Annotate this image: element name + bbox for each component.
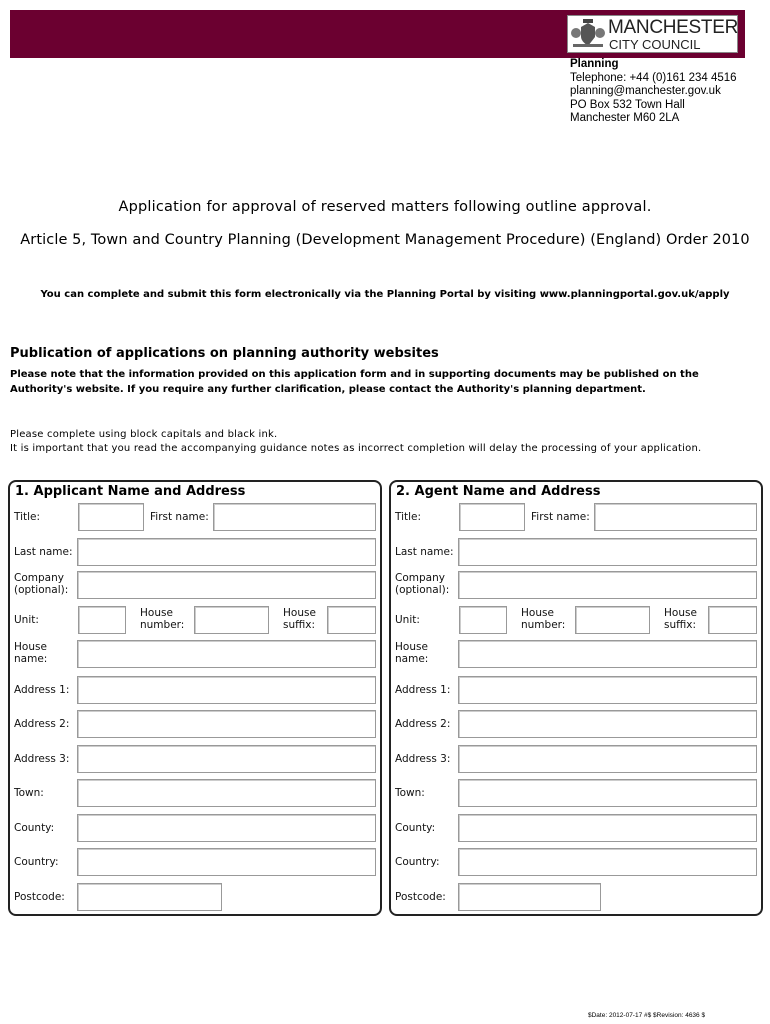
agent-county-label: County: [395,822,436,834]
agent-address3-label: Address 3: [395,753,451,765]
logo-text-manchester: MANCHESTER [608,17,739,38]
agent-town-input[interactable] [458,779,757,807]
agent-company-input[interactable] [458,571,757,599]
applicant-postcode-input[interactable] [77,883,222,911]
contact-details [570,58,737,126]
agent-house_suffix-label: House suffix: [664,607,697,631]
agent-house_name-input[interactable] [458,640,757,668]
agent-last_name-label: Last name: [395,546,454,558]
contact-telephone: Telephone: +44 (0)161 234 4516 [570,71,737,84]
revision-footer: $Date: 2012-07-17 #$ $Revision: 4636 $ [588,1012,706,1019]
coat-of-arms-icon [571,19,605,49]
applicant-unit-label: Unit: [14,614,39,626]
contact-address2: Manchester M60 2LA [570,112,680,124]
agent-address2-input[interactable] [458,710,757,738]
agent-house_number-label: House number: [521,607,566,631]
applicant-first_name-input[interactable] [213,503,376,531]
applicant-address2-input[interactable] [77,710,376,738]
applicant-house_name-input[interactable] [77,640,376,668]
agent-company-label: Company (optional): [395,572,450,596]
applicant-house_suffix-label: House suffix: [283,607,316,631]
applicant-town-label: Town: [14,787,44,799]
applicant-unit-input[interactable] [78,606,126,634]
applicant-title-input[interactable] [78,503,144,531]
applicant-county-label: County: [14,822,55,834]
applicant-address2-label: Address 2: [14,718,70,730]
publication-heading: Publication of applications on planning authority websites [10,346,439,361]
agent-postcode-label: Postcode: [395,891,446,903]
applicant-company-label: Company (optional): [14,572,69,596]
applicant-section-heading: 1. Applicant Name and Address [15,484,246,499]
applicant-house_name-label: House name: [14,641,48,665]
agent-house_name-label: House name: [395,641,429,665]
applicant-house_number-input[interactable] [194,606,269,634]
agent-postcode-input[interactable] [458,883,601,911]
instruction-line-2: It is important that you read the accompanying guidance notes as incorrect completion will delay the processing of your application. [10,442,702,454]
applicant-town-input[interactable] [77,779,376,807]
form-title: Application for approval of reserved matters following outline approval. [118,199,652,215]
applicant-postcode-label: Postcode: [14,891,65,903]
contact-dept: Planning [570,58,619,70]
agent-section-heading: 2. Agent Name and Address [396,484,601,499]
agent-title-label: Title: [395,511,422,523]
applicant-address3-input[interactable] [77,745,376,773]
instructions [10,428,701,455]
applicant-address3-label: Address 3: [14,753,70,765]
portal-note: You can complete and submit this form electronically via the Planning Portal by visiting www.planningportal.gov.uk/apply [40,289,730,300]
agent-first_name-input[interactable] [594,503,757,531]
council-logo [567,15,738,53]
agent-county-input[interactable] [458,814,757,842]
applicant-country-label: Country: [14,856,59,868]
agent-country-input[interactable] [458,848,757,876]
logo-text-city-council: CITY COUNCIL [609,37,701,52]
instruction-line-1: Please complete using block capitals and black ink. [10,429,278,440]
applicant-title-label: Title: [14,511,41,523]
contact-email: planning@manchester.gov.uk [570,85,721,97]
applicant-county-input[interactable] [77,814,376,842]
agent-country-label: Country: [395,856,440,868]
applicant-last_name-label: Last name: [14,546,73,558]
applicant-country-input[interactable] [77,848,376,876]
applicant-house_number-label: House number: [140,607,185,631]
agent-unit-label: Unit: [395,614,420,626]
agent-address1-input[interactable] [458,676,757,704]
agent-section [389,480,763,916]
form-subtitle: Article 5, Town and Country Planning (Development Management Procedure) (England) Order 2010 [20,232,750,248]
agent-town-label: Town: [395,787,425,799]
applicant-last_name-input[interactable] [77,538,376,566]
applicant-first_name-label: First name: [150,511,209,523]
contact-address1: PO Box 532 Town Hall [570,98,685,111]
agent-address1-label: Address 1: [395,684,451,696]
applicant-address1-input[interactable] [77,676,376,704]
publication-text: Please note that the information provided on this application form and in supporting documents may be published on the Authority's website. If you require any further clarification, please contact the Authority's planning department. [10,369,699,395]
agent-first_name-label: First name: [531,511,590,523]
applicant-section [8,480,382,916]
agent-address2-label: Address 2: [395,718,451,730]
agent-house_number-input[interactable] [575,606,650,634]
agent-address3-input[interactable] [458,745,757,773]
applicant-company-input[interactable] [77,571,376,599]
agent-house_suffix-input[interactable] [708,606,757,634]
agent-title-input[interactable] [459,503,525,531]
applicant-address1-label: Address 1: [14,684,70,696]
agent-last_name-input[interactable] [458,538,757,566]
applicant-house_suffix-input[interactable] [327,606,376,634]
agent-unit-input[interactable] [459,606,507,634]
